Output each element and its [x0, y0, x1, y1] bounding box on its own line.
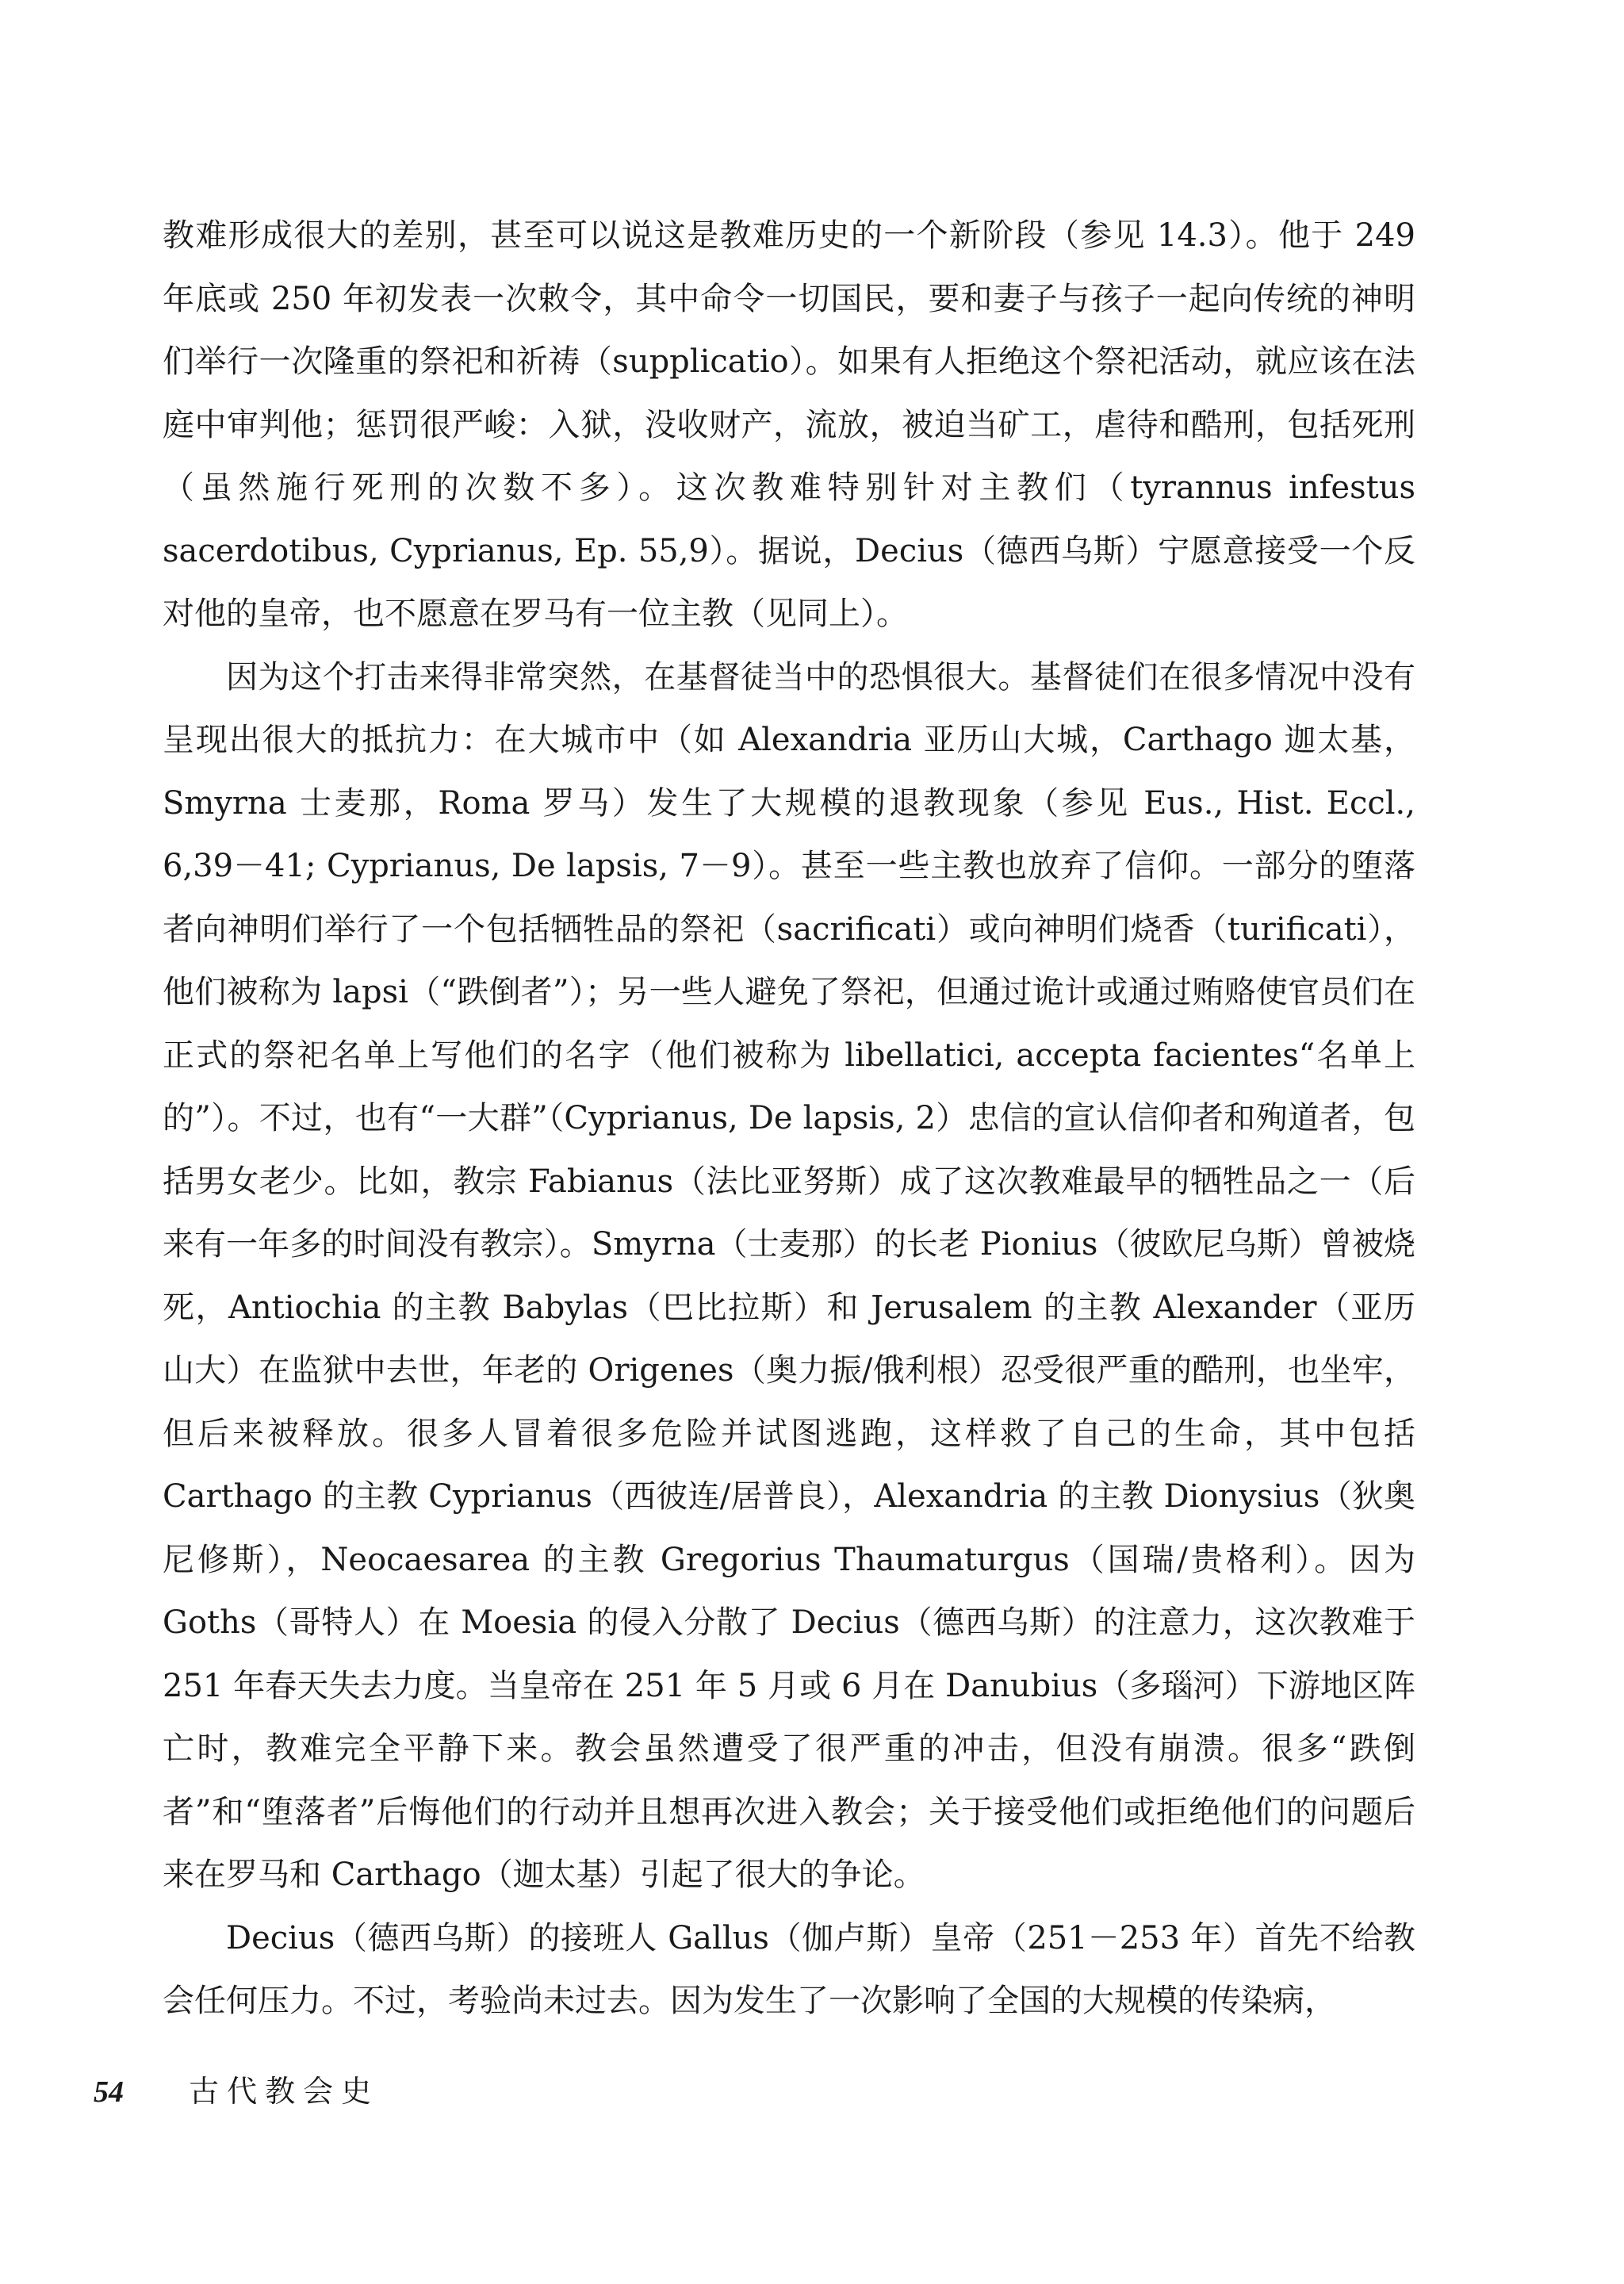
page-number: 54: [94, 2075, 124, 2109]
main-text: [163, 205, 1415, 2033]
page-footer: [94, 2071, 379, 2112]
paragraph-decian-persecution: 因为这个打击来得非常突然，在基督徒当中的恐惧很大。基督徒们在很多情况中没有呈现出很大的抵抗力：在大城市中（如 Alexandria 亚历山大城，Carthago 迦太基，Smyrna 士麦那，Roma 罗马）发生了大规模的退教现象（参见 Eus., Hist. Eccl., 6,39－41; Cyprianus, De lapsis, 7－9）。甚至一些主教也放弃了信仰。一部分的堕落者向神明们举行了一个包括牺牲品的祭祀（sacrificati）或向神明们烧香（turificati），他们被称为 lapsi（“跌倒者”）；另一些人避免了祭祀，但通过诡计或通过贿赂使官员们在正式的祭祀名单上写他们的名字（他们被称为 libellatici, accepta facientes“名单上的”）。不过，也有“一大群”（Cyprianus, De lapsis, 2）忠信的宣认信仰者和殉道者，包括男女老少。比如，教宗 Fabianus（法比亚努斯）成了这次教难最早的牺牲品之一（后来有一年多的时间没有教宗）。Smyrna（士麦那）的长老 Pionius（彼欧尼乌斯）曾被烧死，Antiochia 的主教 Babylas（巴比拉斯）和 Jerusalem 的主教 Alexander（亚历山大）在监狱中去世，年老的 Origenes（奥力振/俄利根）忍受很严重的酷刑，也坐牢，但后来被释放。很多人冒着很多危险并试图逃跑，这样救了自己的生命，其中包括 Carthago 的主教 Cyprianus（西彼连/居普良），Alexandria 的主教 Dionysius（狄奥尼修斯），Neocaesarea 的主教 Gregorius Thaumaturgus（国瑞/贵格利）。因为 Goths（哥特人）在 Moesia 的侵入分散了 Decius（德西乌斯）的注意力，这次教难于 251 年春天失去力度。当皇帝在 251 年 5 月或 6 月在 Danubius（多瑙河）下游地区阵亡时，教难完全平静下来。教会虽然遭受了很严重的冲击，但没有崩溃。很多“跌倒者”和“堕落者”后悔他们的行动并且想再次进入教会；关于接受他们或拒绝他们的问题后来在罗马和 Carthago（迦太基）引起了很大的争论。: [163, 658, 1415, 1893]
running-title: 古代教会史: [189, 2074, 380, 2109]
paragraph-gallus: Decius（德西乌斯）的接班人 Gallus（伽卢斯）皇帝（251－253 年）首先不给教会任何压力。不过，考验尚未过去。因为发生了一次影响了全国的大规模的传染病，: [163, 1919, 1415, 2019]
paragraph-continued: 教难形成很大的差别，甚至可以说这是教难历史的一个新阶段（参见 14.3）。他于 249 年底或 250 年初发表一次敕令，其中命令一切国民，要和妻子与孩子一起向传统的神明们举行一次隆重的祭祀和祈祷（supplicatio）。如果有人拒绝这个祭祀活动，就应该在法庭中审判他；惩罚很严峻：入狱，没收财产，流放，被迫当矿工，虐待和酷刑，包括死刑（虽然施行死刑的次数不多）。这次教难特别针对主教们（tyrannus infestus sacerdotibus, Cyprianus, Ep. 55,9）。据说，Decius（德西乌斯）宁愿意接受一个反对他的皇帝，也不愿意在罗马有一位主教（见同上）。: [163, 217, 1415, 632]
